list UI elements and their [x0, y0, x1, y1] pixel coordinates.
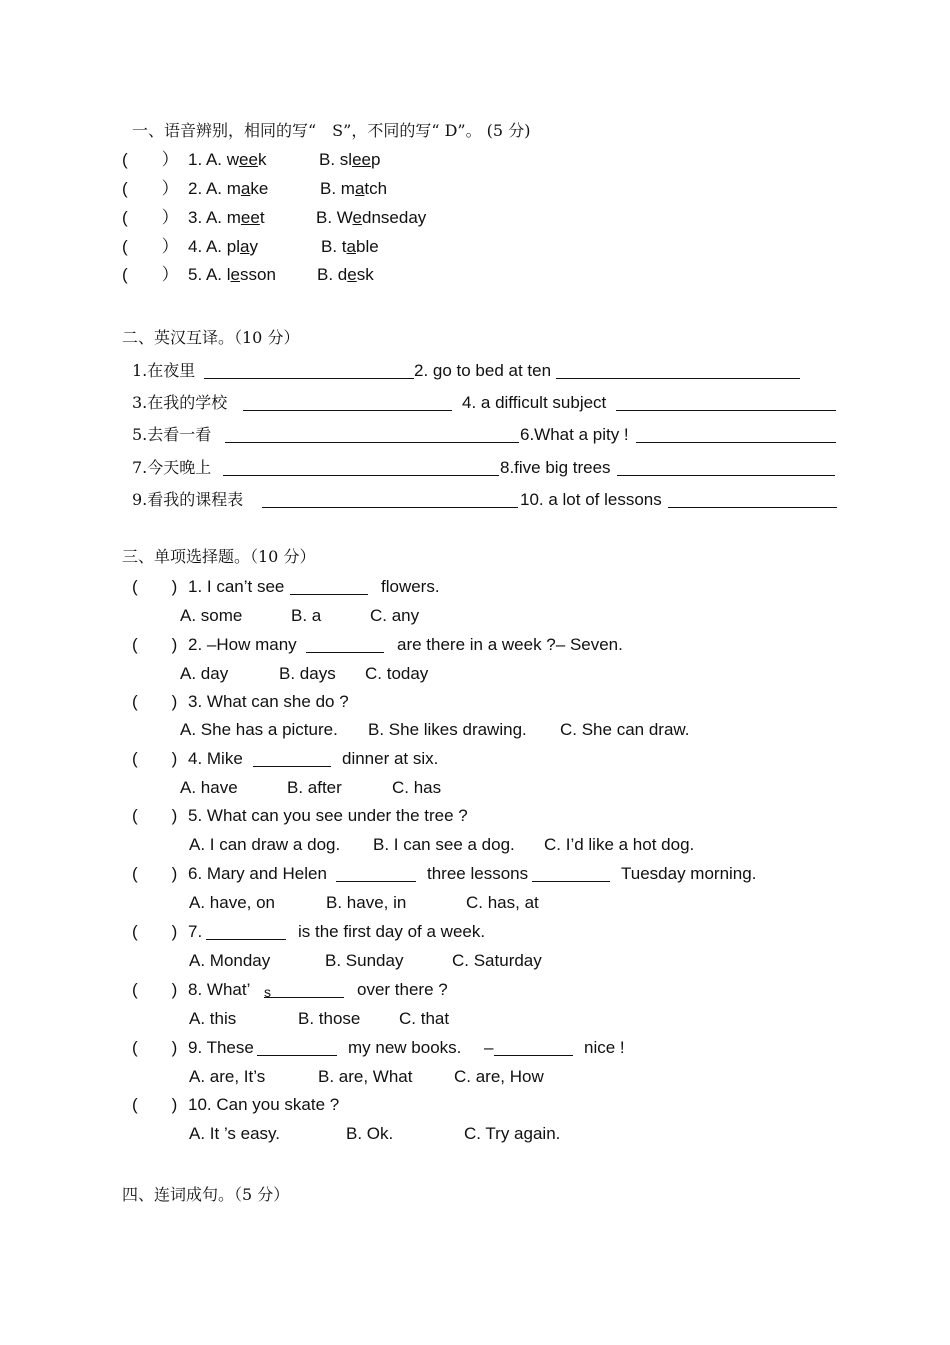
answer-blank[interactable]	[494, 1040, 573, 1056]
option-c[interactable]: C. has	[392, 778, 442, 797]
answer-paren: ( )	[132, 692, 178, 711]
answer-blank[interactable]	[253, 751, 331, 767]
option-c[interactable]: C. any	[370, 606, 420, 625]
option-a[interactable]: A. are, It’s	[189, 1067, 266, 1086]
question-text: is the first day of a week.	[298, 922, 486, 941]
options-7	[189, 951, 542, 971]
prompt-left: 9.看我的课程表	[132, 490, 244, 509]
question-5	[132, 806, 468, 826]
answer-paren: ( )	[132, 749, 178, 768]
answer-blank[interactable]	[204, 363, 414, 379]
option-c[interactable]: C. I’d like a hot dog.	[544, 835, 695, 854]
question-text: 8. What’	[188, 980, 251, 999]
question-text: 3. What can she do ?	[188, 692, 349, 711]
answer-blank-letter: s	[264, 984, 271, 1000]
option-a[interactable]: A. She has a picture.	[180, 720, 338, 739]
translate-row-3	[132, 425, 629, 445]
word-b: B. sleep	[319, 150, 381, 169]
option-c[interactable]: C. are, How	[454, 1067, 544, 1086]
section-2-title: 二、英汉互译。（10 分）	[122, 328, 300, 347]
option-b[interactable]: B. Sunday	[325, 951, 404, 970]
question-text: 9. These	[188, 1038, 254, 1057]
translate-row-5	[132, 490, 662, 510]
answer-paren: ( )	[132, 1038, 178, 1057]
prompt-left: 7.今天晚上	[132, 458, 212, 477]
question-10	[132, 1095, 340, 1115]
answer-blank[interactable]	[223, 460, 499, 476]
word-b: B. Wednseday	[316, 208, 427, 227]
answer-paren: ( ）	[122, 179, 179, 198]
word-b: B. match	[320, 179, 388, 198]
option-b[interactable]: B. after	[287, 778, 342, 797]
question-1	[132, 577, 440, 597]
options-8	[189, 1009, 450, 1029]
question-4	[132, 749, 439, 769]
word-a: 3. A. meet	[188, 208, 265, 227]
question-text: 2. –How many	[188, 635, 297, 654]
answer-blank[interactable]	[243, 395, 452, 411]
answer-blank[interactable]	[257, 1040, 337, 1056]
option-c[interactable]: C. today	[365, 664, 429, 683]
question-text: 1. I can’t see	[188, 577, 285, 596]
option-a[interactable]: A. It ’s easy.	[189, 1124, 281, 1143]
option-a[interactable]: A. day	[180, 664, 229, 683]
option-b[interactable]: B. a	[291, 606, 322, 625]
question-3	[132, 692, 349, 712]
prompt-left: 5.去看一看	[132, 425, 212, 444]
option-a[interactable]: A. have, on	[189, 893, 276, 912]
translate-row-4	[132, 458, 611, 478]
answer-paren: ( )	[132, 980, 178, 999]
answer-paren: ( )	[132, 577, 178, 596]
answer-blank[interactable]	[262, 492, 518, 508]
options-9	[189, 1067, 544, 1087]
options-2	[180, 664, 429, 684]
option-b[interactable]: B. have, in	[326, 893, 407, 912]
option-c[interactable]: C. that	[399, 1009, 450, 1028]
section-3-title: 三、单项选择题。（10 分）	[122, 547, 316, 566]
answer-blank[interactable]	[556, 363, 800, 379]
options-1	[180, 606, 420, 626]
answer-paren: ( )	[132, 1095, 178, 1114]
options-3	[180, 720, 690, 740]
question-text: dinner at six.	[342, 749, 439, 768]
options-10	[189, 1124, 561, 1144]
answer-paren: ( ）	[122, 265, 179, 284]
translate-row-1	[132, 361, 552, 381]
answer-paren: ( ）	[122, 208, 179, 227]
option-b[interactable]: B. days	[279, 664, 336, 683]
word-b: B. table	[321, 237, 379, 256]
answer-paren: ( )	[132, 864, 178, 883]
answer-blank[interactable]	[668, 492, 837, 508]
prompt-right: 6.What a pity !	[520, 425, 629, 444]
translate-row-2	[132, 393, 607, 413]
answer-blank[interactable]	[617, 460, 835, 476]
question-text: 5. What can you see under the tree ?	[188, 806, 468, 825]
option-b[interactable]: B. I can see a dog.	[373, 835, 515, 854]
prompt-right: 4. a difficult subject	[462, 393, 607, 412]
answer-blank[interactable]	[206, 924, 286, 940]
option-a[interactable]: A. Monday	[189, 951, 271, 970]
question-text: 6. Mary and Helen	[188, 864, 327, 883]
question-7	[132, 922, 486, 942]
answer-paren: ( )	[132, 635, 178, 654]
dialogue-dash: –	[484, 1038, 494, 1057]
section-4-title: 四、连词成句。（5 分）	[122, 1185, 290, 1204]
answer-paren: ( ）	[122, 150, 179, 169]
option-c[interactable]: C. She can draw.	[560, 720, 690, 739]
question-text: 10. Can you skate ?	[188, 1095, 340, 1114]
answer-paren: ( )	[132, 922, 178, 941]
question-text: flowers.	[381, 577, 440, 596]
question-2	[132, 635, 623, 655]
answer-paren: ( )	[132, 806, 178, 825]
option-b[interactable]: B. those	[298, 1009, 361, 1028]
question-text: nice !	[584, 1038, 625, 1057]
answer-blank[interactable]	[290, 579, 368, 595]
word-a: 5. A. lesson	[188, 265, 276, 284]
option-c[interactable]: C. Saturday	[452, 951, 542, 970]
word-a: 2. A. make	[188, 179, 269, 198]
options-4	[180, 778, 442, 798]
question-text: my new books.	[348, 1038, 462, 1057]
option-b[interactable]: B. She likes drawing.	[368, 720, 527, 739]
answer-blank[interactable]	[532, 866, 610, 882]
question-9	[132, 1038, 625, 1058]
answer-blank[interactable]	[636, 427, 836, 443]
question-text: are there in a week ?– Seven.	[397, 635, 623, 654]
word-a: 1. A. week	[188, 150, 267, 169]
option-c[interactable]: C. has, at	[466, 893, 539, 912]
answer-blank[interactable]	[225, 427, 519, 443]
options-5	[189, 835, 695, 855]
option-a[interactable]: A. I can draw a dog.	[189, 835, 341, 854]
option-c[interactable]: C. Try again.	[464, 1124, 561, 1143]
question-6	[132, 864, 757, 884]
question-text: 4. Mike	[188, 749, 243, 768]
question-text: Tuesday morning.	[621, 864, 757, 883]
option-b[interactable]: B. Ok.	[346, 1124, 394, 1143]
section-1-title: 一、语音辨别，相同的写“ S”，不同的写“ D”。 (5 分)	[132, 121, 531, 140]
answer-blank[interactable]	[616, 395, 836, 411]
prompt-right: 2. go to bed at ten	[414, 361, 552, 380]
prompt-left: 1.在夜里	[132, 361, 196, 380]
question-text: three lessons	[427, 864, 529, 883]
answer-paren: ( ）	[122, 237, 179, 256]
prompt-left: 3.在我的学校	[132, 393, 228, 412]
answer-blank[interactable]	[306, 637, 384, 653]
option-b[interactable]: B. are, What	[318, 1067, 413, 1086]
word-a: 4. A. play	[188, 237, 258, 256]
options-6	[189, 893, 539, 913]
option-a[interactable]: A. this	[189, 1009, 237, 1028]
word-b: B. desk	[317, 265, 374, 284]
answer-blank[interactable]	[264, 982, 344, 998]
prompt-right: 8.five big trees	[500, 458, 611, 477]
question-text: over there ?	[357, 980, 448, 999]
option-a[interactable]: A. have	[180, 778, 238, 797]
question-8	[132, 980, 448, 1000]
question-text: 7.	[188, 922, 203, 941]
prompt-right: 10. a lot of lessons	[520, 490, 662, 509]
option-a[interactable]: A. some	[180, 606, 243, 625]
answer-blank[interactable]	[336, 866, 416, 882]
